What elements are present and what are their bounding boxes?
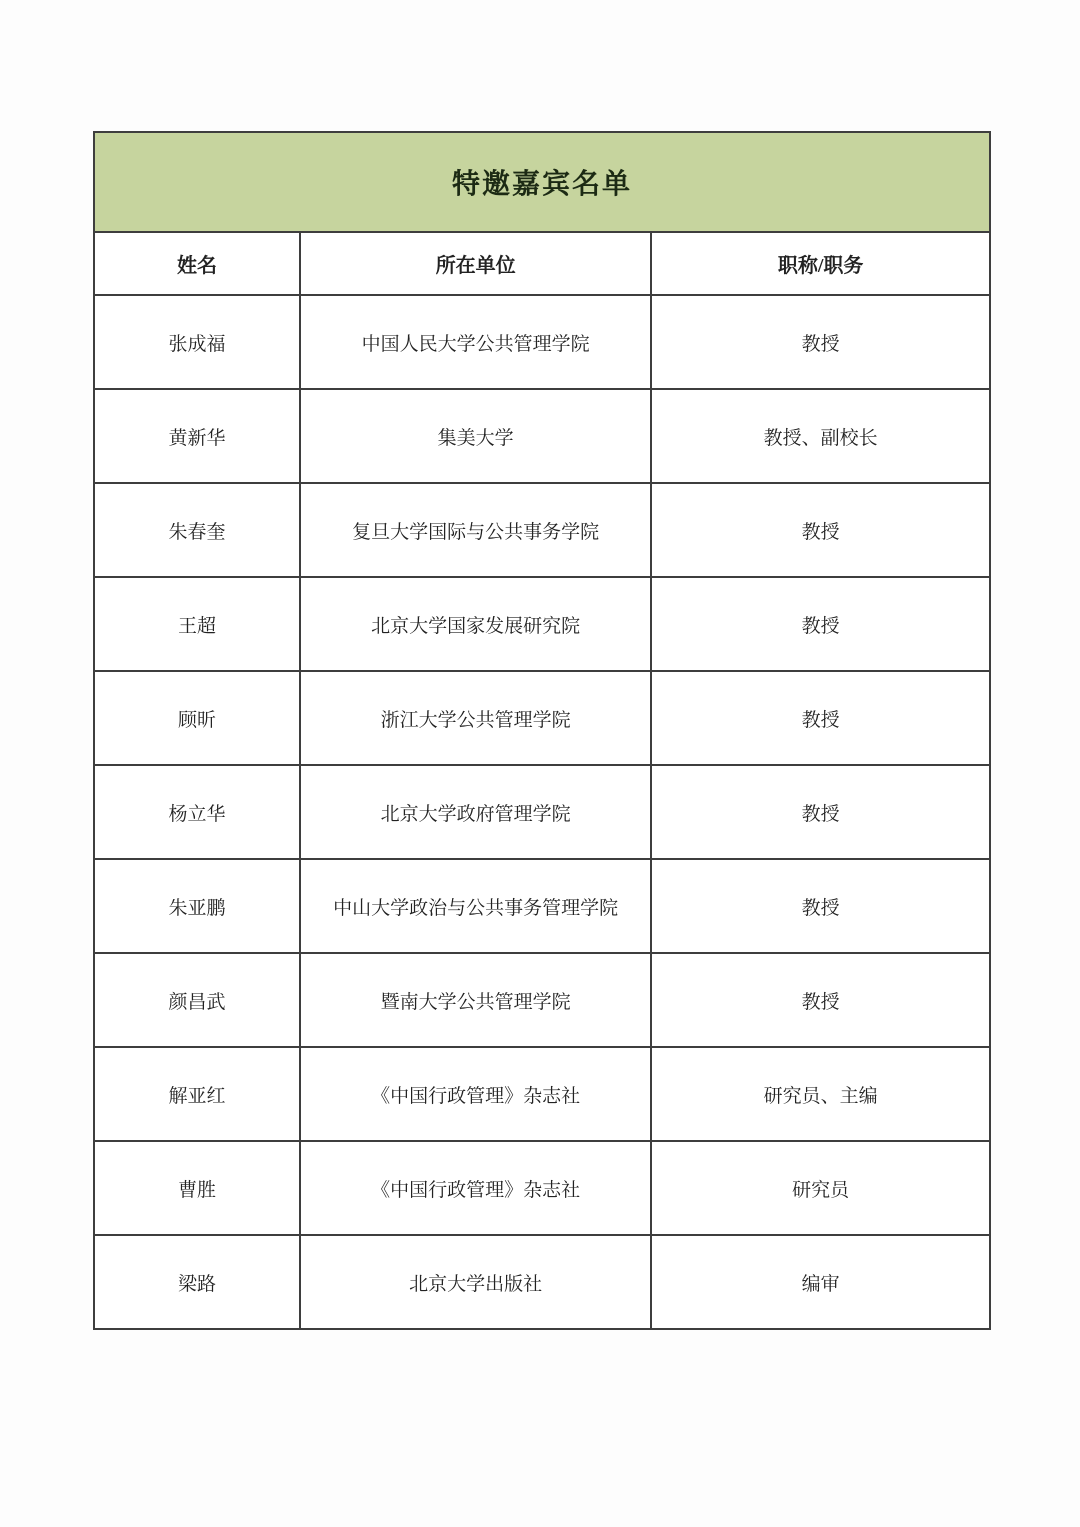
- affiliation-cell: 北京大学政府管理学院: [300, 765, 651, 859]
- name-cell: 解亚红: [94, 1047, 300, 1141]
- affiliation-cell: 中山大学政治与公共事务管理学院: [300, 859, 651, 953]
- title-cell: 教授: [651, 953, 990, 1047]
- name-cell: 朱春奎: [94, 483, 300, 577]
- table-row: [94, 859, 990, 953]
- title-cell: 教授: [651, 483, 990, 577]
- guest-table: [93, 131, 991, 1330]
- title-cell: 教授、副校长: [651, 389, 990, 483]
- title-cell: 教授: [651, 295, 990, 389]
- title-cell: 教授: [651, 765, 990, 859]
- title-cell: 编审: [651, 1235, 990, 1329]
- title-cell: 教授: [651, 577, 990, 671]
- table-title: 特邀嘉宾名单: [94, 132, 990, 232]
- column-header-title: 职称/职务: [651, 232, 990, 295]
- name-cell: 王超: [94, 577, 300, 671]
- table-row: [94, 671, 990, 765]
- affiliation-cell: 复旦大学国际与公共事务学院: [300, 483, 651, 577]
- name-cell: 杨立华: [94, 765, 300, 859]
- table-row: [94, 295, 990, 389]
- name-cell: 朱亚鹏: [94, 859, 300, 953]
- table-row: [94, 1141, 990, 1235]
- table-row: [94, 765, 990, 859]
- title-cell: 研究员: [651, 1141, 990, 1235]
- name-cell: 顾昕: [94, 671, 300, 765]
- affiliation-cell: 北京大学国家发展研究院: [300, 577, 651, 671]
- title-cell: 研究员、主编: [651, 1047, 990, 1141]
- title-cell: 教授: [651, 859, 990, 953]
- affiliation-cell: 暨南大学公共管理学院: [300, 953, 651, 1047]
- affiliation-cell: 集美大学: [300, 389, 651, 483]
- affiliation-cell: 浙江大学公共管理学院: [300, 671, 651, 765]
- name-cell: 黄新华: [94, 389, 300, 483]
- title-cell: 教授: [651, 671, 990, 765]
- name-cell: 颜昌武: [94, 953, 300, 1047]
- name-cell: 梁路: [94, 1235, 300, 1329]
- column-header-name: 姓名: [94, 232, 300, 295]
- table-row: [94, 953, 990, 1047]
- name-cell: 张成福: [94, 295, 300, 389]
- table-title-row: [94, 132, 990, 232]
- guest-table-body: [94, 295, 990, 1329]
- affiliation-cell: 《中国行政管理》杂志社: [300, 1141, 651, 1235]
- table-column-header-row: [94, 232, 990, 295]
- column-header-affiliation: 所在单位: [300, 232, 651, 295]
- affiliation-cell: 北京大学出版社: [300, 1235, 651, 1329]
- table-row: [94, 1235, 990, 1329]
- table-row: [94, 389, 990, 483]
- affiliation-cell: 中国人民大学公共管理学院: [300, 295, 651, 389]
- table-row: [94, 483, 990, 577]
- name-cell: 曹胜: [94, 1141, 300, 1235]
- affiliation-cell: 《中国行政管理》杂志社: [300, 1047, 651, 1141]
- table-row: [94, 1047, 990, 1141]
- table-row: [94, 577, 990, 671]
